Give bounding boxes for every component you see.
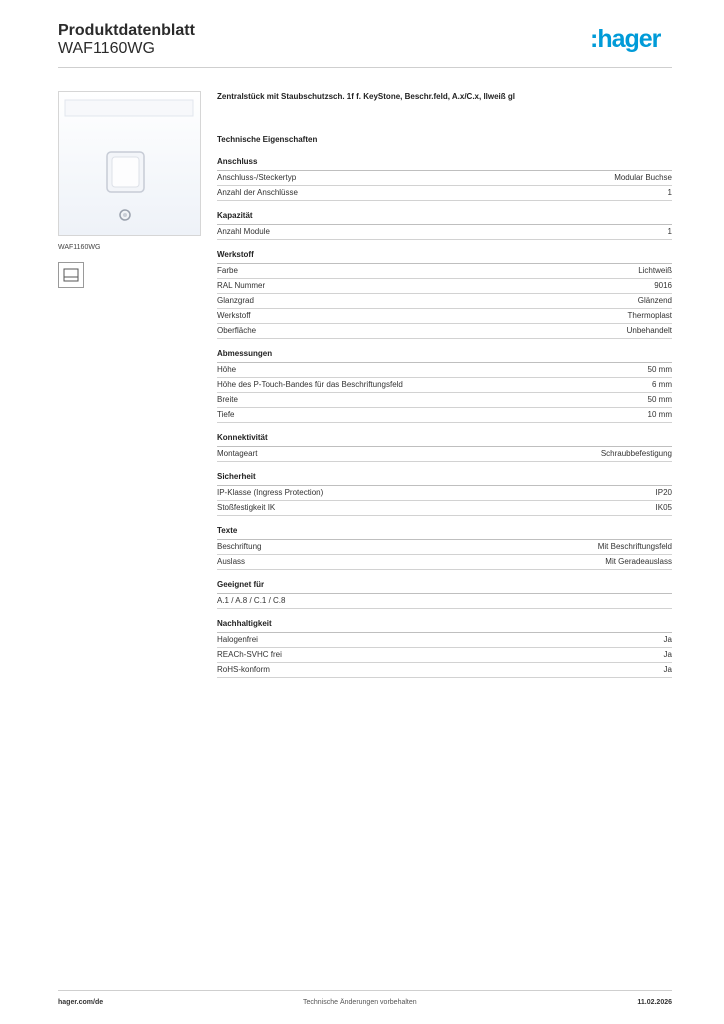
spec-row	[217, 555, 672, 570]
section-title: Anschluss	[217, 157, 672, 171]
spec-label: Beschriftung	[217, 542, 262, 551]
spec-value: Mit Geradeauslass	[605, 557, 672, 566]
section-title: Nachhaltigkeit	[217, 619, 672, 633]
spec-row	[217, 408, 672, 423]
label-field-thumbnail[interactable]	[58, 262, 84, 288]
spec-value: Mit Beschriftungsfeld	[597, 542, 672, 551]
spec-label: Höhe	[217, 365, 237, 374]
footer-date: 11.02.2026	[637, 999, 672, 1006]
spec-row	[217, 363, 672, 378]
spec-value: 1	[667, 227, 672, 236]
label-field-icon	[59, 263, 83, 287]
spec-label: Farbe	[217, 266, 238, 275]
spec-label: Stoßfestigkeit IK	[217, 503, 276, 512]
spec-label: Anzahl Module	[217, 227, 270, 236]
spec-value: 1	[667, 188, 672, 197]
spec-label: Auslass	[217, 557, 246, 566]
spec-content	[217, 92, 672, 688]
spec-section	[217, 250, 672, 339]
spec-row	[217, 594, 672, 609]
spec-row	[217, 663, 672, 678]
spec-row	[217, 309, 672, 324]
spec-row	[217, 501, 672, 516]
suitable-section	[217, 580, 672, 609]
spec-row	[217, 324, 672, 339]
spec-row	[217, 378, 672, 393]
spec-row	[217, 393, 672, 408]
spec-row	[217, 279, 672, 294]
spec-row	[217, 486, 672, 501]
section-title: Werkstoff	[217, 250, 672, 264]
spec-value: 9016	[654, 281, 672, 290]
spec-value: Thermoplast	[627, 311, 672, 320]
spec-section	[217, 349, 672, 423]
spec-value: A.1 / A.8 / C.1 / C.8	[217, 596, 286, 605]
section-title: Abmessungen	[217, 349, 672, 363]
image-caption: WAF1160WG	[58, 244, 101, 251]
spec-label: Tiefe	[217, 410, 235, 419]
hager-logo-icon	[590, 27, 672, 53]
spec-label: REACh-SVHC frei	[217, 650, 282, 659]
spec-section	[217, 526, 672, 570]
section-title: Texte	[217, 526, 672, 540]
spec-label: Höhe des P-Touch-Bandes für das Beschriftungsfeld	[217, 380, 403, 389]
spec-row	[217, 171, 672, 186]
footer-website[interactable]: hager.com/de	[58, 999, 104, 1006]
spec-section	[217, 157, 672, 201]
sustainability-section	[217, 619, 672, 678]
spec-value: 50 mm	[647, 365, 672, 374]
spec-value: Ja	[663, 635, 672, 644]
header-divider	[58, 67, 672, 68]
sustainability-rows	[217, 633, 672, 678]
spec-label: IP-Klasse (Ingress Protection)	[217, 488, 324, 497]
spec-value: 10 mm	[647, 410, 672, 419]
spec-row	[217, 633, 672, 648]
spec-value: 6 mm	[652, 380, 672, 389]
section-title: Kapazität	[217, 211, 672, 225]
page-title: Produktdatenblatt	[58, 22, 195, 39]
spec-label: Breite	[217, 395, 238, 404]
spec-sections	[217, 157, 672, 570]
hager-logo	[590, 27, 672, 58]
spec-value: Glänzend	[637, 296, 672, 305]
spec-section	[217, 472, 672, 516]
spec-value: Schraubbefestigung	[600, 449, 672, 458]
spec-label: Anschluss-/Steckertyp	[217, 173, 297, 182]
spec-label: Glanzgrad	[217, 296, 254, 305]
footer-notice: Technische Änderungen vorbehalten	[303, 999, 417, 1006]
spec-value: IP20	[655, 488, 672, 497]
spec-value: Unbehandelt	[626, 326, 672, 335]
product-image	[58, 91, 201, 236]
spec-value: 50 mm	[647, 395, 672, 404]
product-code: WAF1160WG	[58, 40, 155, 57]
spec-value: Ja	[663, 665, 672, 674]
section-title: Geeignet für	[217, 580, 672, 594]
spec-label: RoHS-konform	[217, 665, 270, 674]
keystone-outlet-image	[59, 92, 200, 235]
spec-row	[217, 294, 672, 309]
spec-label: RAL Nummer	[217, 281, 266, 290]
document-header	[58, 22, 195, 58]
logo-text: :hager	[590, 27, 661, 53]
footer-divider	[58, 990, 672, 991]
section-title: Konnektivität	[217, 433, 672, 447]
spec-row	[217, 225, 672, 240]
tech-properties-heading: Technische Eigenschaften	[217, 135, 318, 144]
spec-label: Anzahl der Anschlüsse	[217, 188, 298, 197]
spec-label: Montageart	[217, 449, 258, 458]
spec-row	[217, 186, 672, 201]
spec-row	[217, 540, 672, 555]
spec-value: Modular Buchse	[614, 173, 672, 182]
spec-label: Werkstoff	[217, 311, 251, 320]
spec-section	[217, 433, 672, 462]
product-description: Zentralstück mit Staubschutzsch. 1f f. KeyStone, Beschr.feld, A.x/C.x, llweiß gl	[217, 92, 515, 101]
spec-label: Oberfläche	[217, 326, 257, 335]
spec-row	[217, 648, 672, 663]
spec-section	[217, 211, 672, 240]
spec-value: Lichtweiß	[638, 266, 672, 275]
spec-row	[217, 264, 672, 279]
spec-value: Ja	[663, 650, 672, 659]
spec-label: Halogenfrei	[217, 635, 258, 644]
spec-row	[217, 447, 672, 462]
spec-value: IK05	[655, 503, 672, 512]
section-title: Sicherheit	[217, 472, 672, 486]
